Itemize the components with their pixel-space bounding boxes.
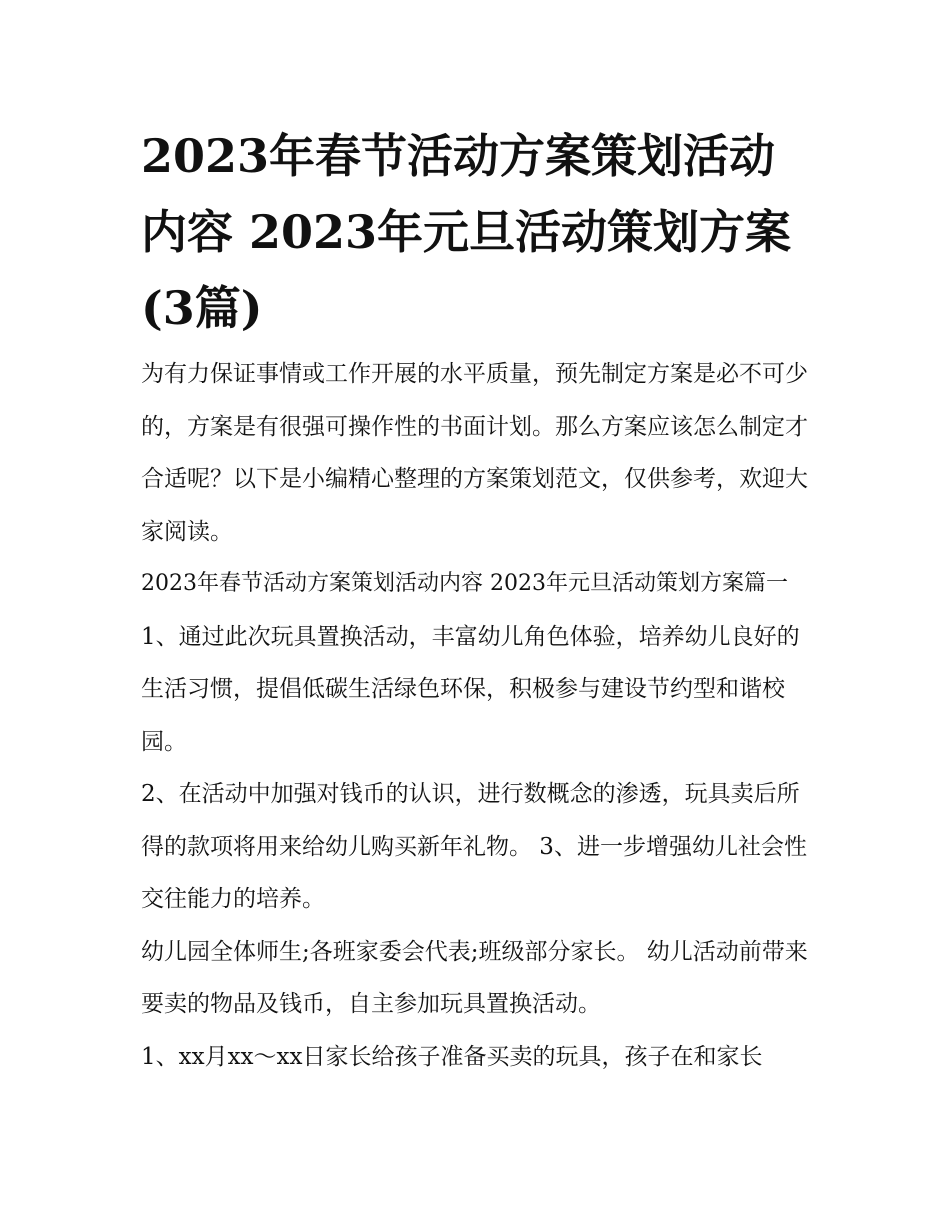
document-body [141,348,813,1083]
body-paragraph: 幼儿园全体师生;各班家委会代表;班级部分家长。 幼儿活动前带来要卖的物品及钱币，自主参加玩具置换活动。 [141,938,808,1017]
intro-paragraph: 为有力保证事情或工作开展的水平质量，预先制定方案是必不可少的，方案是有很强可操作性的书面计划。那么方案应该怎么制定才合适呢？以下是小编精心整理的方案策划范文，仅供参考，欢迎大家阅读。 [141,361,808,545]
document-title: 2023年春节活动方案策划活动内容 2023年元旦活动策划方案(3篇) [141,129,792,335]
document-page [141,118,813,1083]
list-item: 1、通过此次玩具置换活动，丰富幼儿角色体验，培养幼儿良好的生活习惯，提倡低碳生活绿色环保，积极参与建设节约型和谐校园。 [141,623,800,755]
list-item: 1、xx月xx～xx日家长给孩子准备买卖的玩具，孩子在和家长 [141,1043,763,1070]
list-item: 2、在活动中加强对钱币的认识，进行数概念的渗透，玩具卖后所得的款项将用来给幼儿购买新年礼物。 3、进一步增强幼儿社会性交往能力的培养。 [141,781,807,912]
section-heading: 2023年春节活动方案策划活动内容 2023年元旦活动策划方案篇一 [141,571,788,596]
